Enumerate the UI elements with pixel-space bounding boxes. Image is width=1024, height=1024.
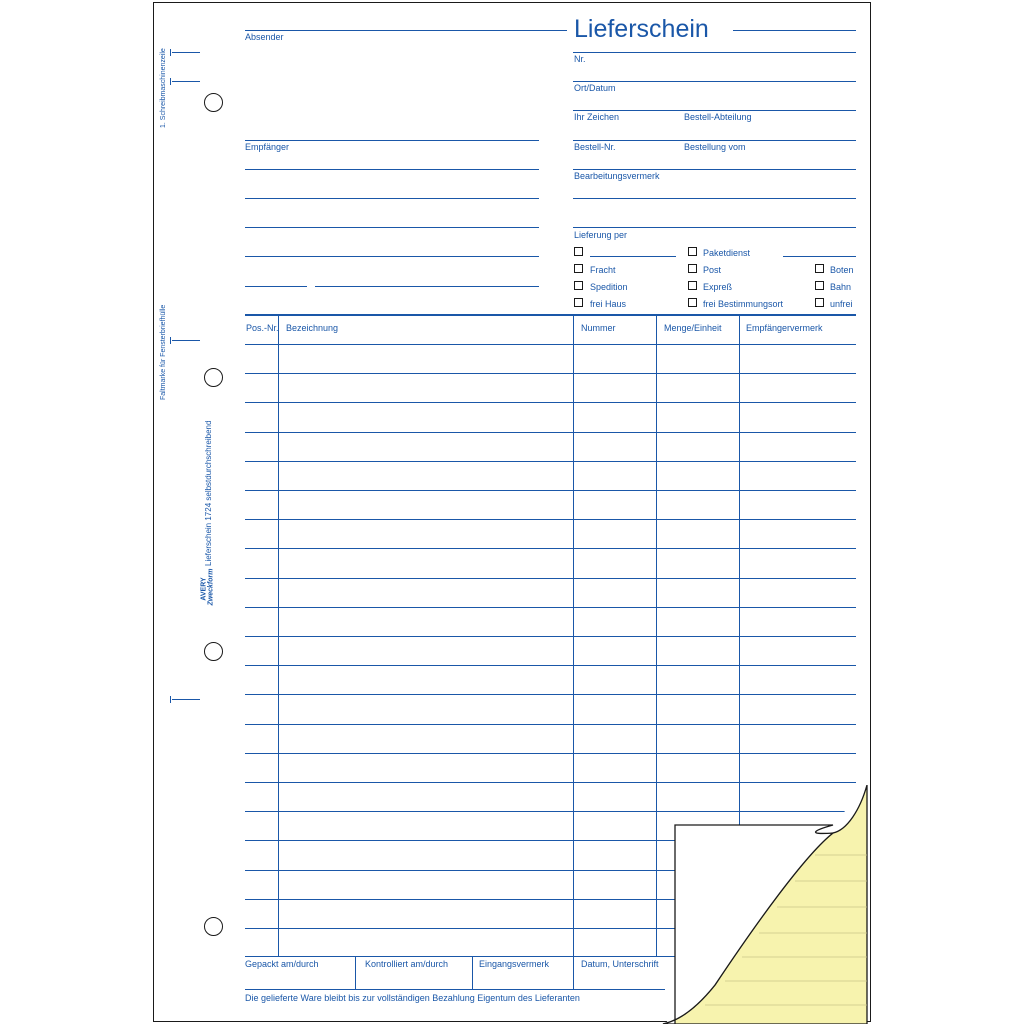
table-row[interactable] (245, 432, 856, 433)
ort-datum-field[interactable] (573, 110, 856, 111)
checkbox-frei-haus[interactable] (574, 298, 583, 307)
empfaenger-line-2[interactable] (245, 198, 539, 199)
absender-top-line (245, 30, 567, 31)
table-row[interactable] (245, 694, 856, 695)
table-row[interactable] (245, 753, 856, 754)
table-row[interactable] (245, 607, 856, 608)
table-row[interactable] (245, 548, 856, 549)
empfaenger-label: Empfänger (245, 142, 290, 152)
table-row[interactable] (245, 519, 856, 520)
kontrolliert-label: Kontrolliert am/durch (365, 959, 449, 969)
frei-bestimmungsort-label: frei Bestimmungsort (703, 299, 784, 309)
bottom-mark (172, 699, 200, 700)
title-line (733, 30, 856, 31)
header-menge-einheit: Menge/Einheit (664, 323, 722, 333)
fracht-label: Fracht (590, 265, 616, 275)
ihr-zeichen-field[interactable] (573, 140, 856, 141)
checkbox-blank[interactable] (574, 247, 583, 256)
table-row[interactable] (245, 373, 856, 374)
checkbox-paketdienst[interactable] (688, 247, 697, 256)
bahn-label: Bahn (830, 282, 852, 292)
checkbox-unfrei[interactable] (815, 298, 824, 307)
lieferung-per-label: Lieferung per (574, 230, 628, 240)
table-row[interactable] (245, 490, 856, 491)
footer-bottom-line (245, 989, 665, 990)
table-row[interactable] (245, 344, 856, 345)
checkbox-frei-bestimmungsort[interactable] (688, 298, 697, 307)
logo-line2: Zweckform (207, 568, 215, 606)
footer-divider-2 (472, 957, 473, 990)
checkbox-spedition[interactable] (574, 281, 583, 290)
bestellung-vom-label: Bestellung vom (684, 142, 746, 152)
empfaenger-line-3[interactable] (245, 227, 539, 228)
bearbeitungsvermerk-field-2[interactable] (573, 227, 856, 228)
punch-hole-3 (204, 642, 223, 661)
unfrei-label: unfrei (830, 299, 853, 309)
empfaenger-city-line[interactable] (315, 286, 539, 287)
ownership-note: Die gelieferte Ware bleibt bis zur vollständigen Bezahlung Eigentum des Lieferanten (245, 993, 580, 1003)
table-row[interactable] (245, 665, 856, 666)
ihr-zeichen-label: Ihr Zeichen (574, 112, 620, 122)
paketdienst-line[interactable] (783, 256, 856, 257)
punch-hole-4 (204, 917, 223, 936)
boten-label: Boten (830, 265, 854, 275)
bestell-nr-field[interactable] (573, 169, 856, 170)
typewriter-line-label: 1. Schreibmaschinenzeile (160, 48, 167, 128)
nr-field[interactable] (573, 81, 856, 82)
empfaenger-line-4[interactable] (245, 256, 539, 257)
table-row[interactable] (245, 402, 856, 403)
gepackt-label: Gepackt am/durch (245, 959, 319, 969)
checkbox-boten[interactable] (815, 264, 824, 273)
product-note: Lieferschein 1724 selbstdurchschreibend (204, 420, 213, 566)
datum-unterschrift-label: Datum, Unterschrift (581, 959, 659, 969)
header-bezeichnung: Bezeichnung (286, 323, 339, 333)
bestell-abteilung-label: Bestell-Abteilung (684, 112, 752, 122)
fold-mark-label: Faltmarke für Fensterbriefhülle (160, 304, 167, 400)
bearbeitungsvermerk-label: Bearbeitungsvermerk (574, 171, 660, 181)
eingangsvermerk-label: Eingangsvermerk (479, 959, 550, 969)
table-row[interactable] (245, 578, 856, 579)
absender-bottom-line (245, 140, 539, 141)
header-nummer: Nummer (581, 323, 616, 333)
logo-line1: AVERY (200, 577, 208, 601)
frei-haus-label: frei Haus (590, 299, 627, 309)
header-empfaengervermerk: Empfängervermerk (746, 323, 823, 333)
checkbox-post[interactable] (688, 264, 697, 273)
absender-label: Absender (245, 32, 284, 42)
footer-divider-1 (355, 957, 356, 990)
checkbox-fracht[interactable] (574, 264, 583, 273)
header-pos-nr: Pos.-Nr. (246, 323, 279, 333)
punch-hole-1 (204, 93, 223, 112)
footer-divider-3 (573, 957, 574, 990)
document-title: Lieferschein (574, 15, 709, 43)
express-label: Expreß (703, 282, 733, 292)
checkbox-blank-line[interactable] (590, 256, 676, 257)
table-row[interactable] (245, 724, 856, 725)
spedition-label: Spedition (590, 282, 628, 292)
post-label: Post (703, 265, 722, 275)
typewriter-mark-top (172, 52, 200, 53)
table-top-line (245, 314, 856, 316)
nr-top-line (573, 52, 856, 53)
empfaenger-line-1[interactable] (245, 169, 539, 170)
fold-mark (172, 340, 200, 341)
bearbeitungsvermerk-field-1[interactable] (573, 198, 856, 199)
bestell-nr-label: Bestell-Nr. (574, 142, 616, 152)
nr-label: Nr. (574, 54, 586, 64)
empfaenger-zip-line[interactable] (245, 286, 307, 287)
table-row[interactable] (245, 636, 856, 637)
punch-hole-2 (204, 368, 223, 387)
ort-datum-label: Ort/Datum (574, 83, 616, 93)
checkbox-bahn[interactable] (815, 281, 824, 290)
typewriter-mark-bottom (172, 81, 200, 82)
checkbox-express[interactable] (688, 281, 697, 290)
table-row[interactable] (245, 461, 856, 462)
paketdienst-label: Paketdienst (703, 248, 751, 258)
avery-zweckform-logo (200, 568, 231, 606)
table-row[interactable] (245, 782, 856, 783)
page-curl (655, 785, 875, 1024)
